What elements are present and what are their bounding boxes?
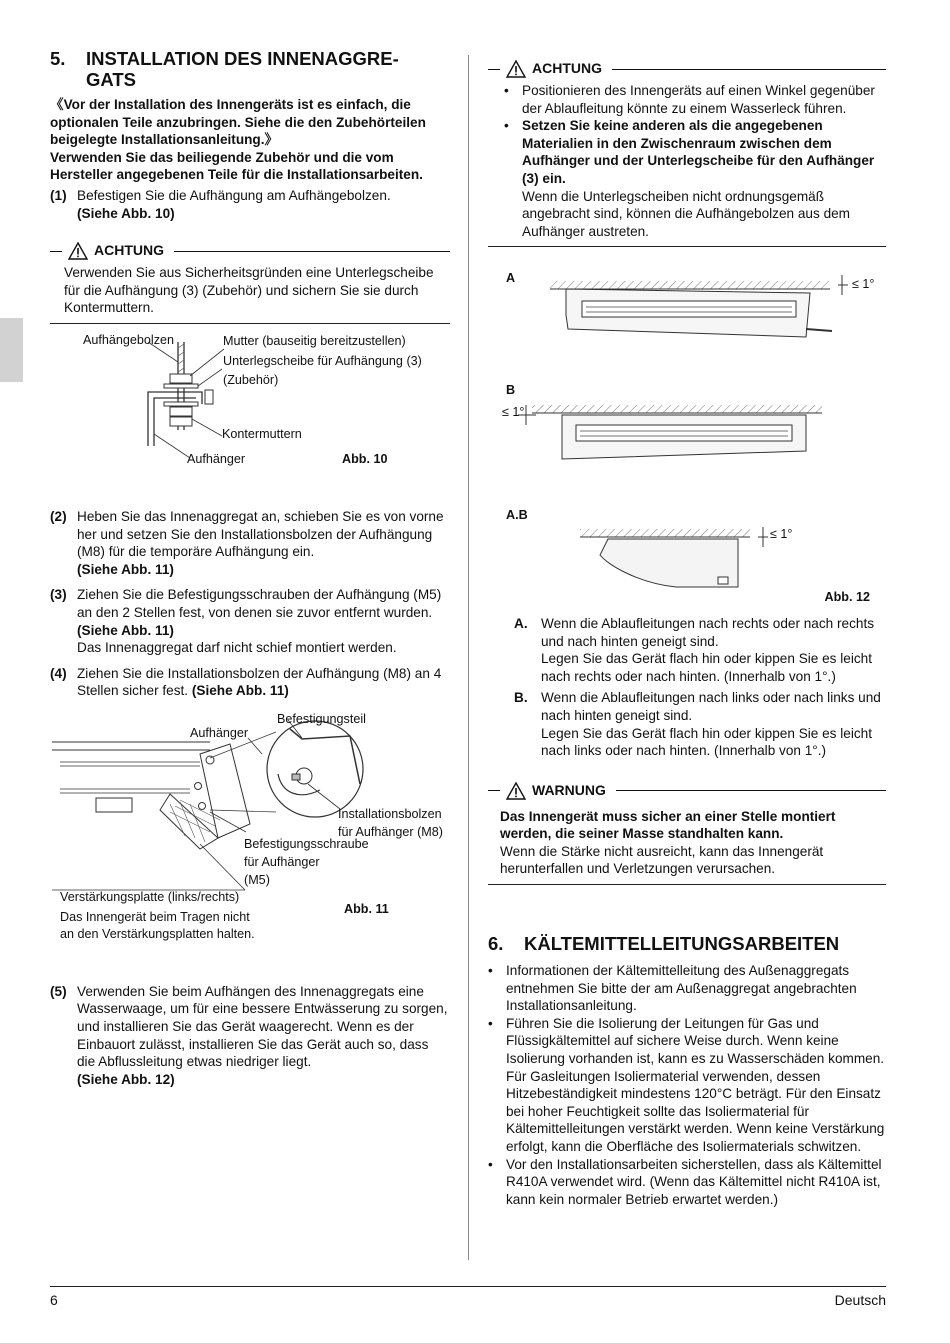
label-washer: Unterlegscheibe für Aufhängung (3): [223, 353, 422, 368]
fig12-angle-b: ≤ 1°: [502, 405, 525, 420]
caution-bullet-1: • Positionieren des Innengeräts auf einen Winkel gegenüber der Ablaufleitung könnte zu einem Wasserleck führen.: [504, 83, 875, 116]
step-4: (4) Ziehen Sie die Installationsbolzen der Aufhängung (M8) an 4 Stellen sicher fest. (Siehe Abb. 11): [50, 665, 442, 699]
section6-bullet-3: • Vor den Installationsarbeiten sicherstellen, dass als Kältemittel R410A verwendet wird. (Wenn das Kältemittel nicht R410A ist, kann kein normaler Betrieb erwartet werden.): [488, 1156, 882, 1207]
figure-10: [50, 334, 450, 494]
warning-text: Wenn die Stärke nicht ausreicht, kann das Innengerät herunterfallen und Verletzungen verursachen.: [500, 843, 824, 877]
label-carry-note: Das Innengerät beim Tragen nicht: [60, 909, 250, 924]
figure-10-caption: Abb. 10: [342, 451, 388, 466]
label-hanger-bolt: Aufhängebolzen: [83, 332, 175, 347]
label-accessory: (Zubehör): [223, 372, 279, 387]
section6-bullet-2: • Führen Sie die Isolierung der Leitungen für Gas und Flüssigkältemittel auf sichere Weise durch. Wenn keine Isolierung vorhanden ist, kann es zu Wasserschäden kommen. Für Gasleitungen Isoliermaterial verwenden, dessen Hitzebeständigkeit mindestens 120°C beträgt. Für den Einsatz bei hoher Feuchtigkeit sollte das Isoliermaterial für Kältemittelleitungen verstärkt werden. Wenn keine Verstärkung erfolgt, kann die Oberfläche des Isoliermaterials schwitzen.: [488, 1015, 885, 1154]
page-number: 6: [50, 1292, 58, 1308]
figure-12: [488, 265, 886, 595]
label-reinforcement-plate: Verstärkungsplatte (links/rechts): [60, 889, 240, 904]
left-column: [50, 48, 450, 1088]
figure-11: [50, 711, 450, 969]
caution-bullet-2: • Setzen Sie keine anderen als die angegebenen Materialien in den Zwischenraum zwischen dem Aufhänger und der Unterlegscheibe für den Aufhänger (3) ein. Wenn die Unterlegscheiben nicht ordnungsgemäß angebracht sind, können die Aufhängebolzen aus dem Aufhänger austreten.: [504, 118, 875, 239]
section-5-title: 5. INSTALLATION DES INNENAGGRE- GATS: [50, 48, 399, 90]
step-5: (5) Verwenden Sie beim Aufhängen des Innenaggregats eine Wasserwaage, um für eine bessere Entwässerung zu sorgen, und installieren Sie das Gerät waagerecht. Wenn es der Einbauort zulässt, installieren Sie das Gerät auch so, dass die Abflussleitung etwas niedriger liegt. (Siehe Abb. 12): [50, 983, 448, 1087]
footer-rule: [50, 1286, 886, 1287]
step-3: (3) Ziehen Sie die Befestigungsschrauben der Aufhängung (M5) an den 2 Stellen fest, von denen sie zuvor entfernt wurden. (Siehe Abb. 11) Das Innenaggregat darf nicht schief montiert werden.: [50, 587, 442, 656]
label-fixing-screw: Befestigungsschraube: [244, 836, 369, 851]
warning-box: WARNUNG Das Innengerät muss sicher an einer Stelle montiert werden, die seiner Masse standhalten kann. Wenn die Stärke nicht ausreicht, kann das Innengerät herunterfallen und Verletzungen verursachen.: [488, 780, 886, 885]
label-fixing-part: Befestigungsteil: [277, 711, 366, 726]
figure-12-caption: Abb. 12: [824, 590, 870, 605]
fig12-angle-a: ≤ 1°: [852, 277, 875, 292]
label-hanger-11: Aufhänger: [190, 725, 249, 740]
warning-triangle-icon: [506, 60, 526, 78]
fig12-label-b: B: [506, 383, 516, 398]
side-tab-marker: [0, 318, 23, 382]
caution-text: Verwenden Sie aus Sicherheitsgründen eine Unterlegscheibe für die Aufhängung (3) (Zubehör) und sichern Sie sie durch Kontermuttern.: [64, 265, 434, 316]
footer-language: Deutsch: [834, 1292, 886, 1308]
intro-optional-parts: 《Vor der Installation des Innengeräts ist es einfach, die optionalen Teile anzubringen. Siehe die den Zubehörteilen beigelegte Installationsanleitung.》: [50, 97, 426, 148]
section6-bullet-1: • Informationen der Kältemittelleitung des Außenaggregats entnehmen Sie bitte der am Außenaggregat angebrachten Installationsanleitung.: [488, 963, 857, 1014]
fig12-angle-ab: ≤ 1°: [770, 527, 793, 542]
level-diagram: [488, 265, 886, 595]
label-install-bolt: Installationsbolzen: [338, 806, 442, 821]
label-lock-nuts: Kontermuttern: [222, 426, 302, 441]
label-install-bolt-b: für Aufhänger (M8): [338, 824, 443, 839]
warning-bold-text: Das Innengerät muss sicher an einer Stelle montiert werden, die seiner Masse standhalten kann.: [500, 808, 836, 842]
label-hanger: Aufhänger: [187, 451, 246, 466]
caution-box-2: ACHTUNG • Positionieren des Innengeräts auf einen Winkel gegenüber der Ablaufleitung könnte zu einem Wasserleck führen. • Setzen Sie keine anderen als die angegebenen Materialien in den Zwischenraum zwischen dem Aufhänger und der Unterlegscheibe für den Aufhänger (3) ein. Wenn die Unterlegscheiben nicht ordnungsgemäß angebracht sind, können die Aufhängebolzen aus dem Aufhänger austreten.: [488, 58, 886, 247]
item-b: B. Wenn die Ablaufleitungen nach links oder nach links und nach hinten geneigt sind. Legen Sie das Gerät flach hin oder kippen Sie es leicht nach links oder nach hinten. (Innerhalb von 1°.): [514, 690, 881, 759]
warning-triangle-icon: [506, 782, 526, 800]
label-carry-note-b: an den Verstärkungsplatten halten.: [60, 926, 255, 941]
step-2: (2) Heben Sie das Innenaggregat an, schieben Sie es von vorne her und setzen Sie den Installationsbolzen der Aufhängung (M8) für die temporäre Aufhängung ein. (Siehe Abb. 11): [50, 508, 444, 577]
intro-accessories: Verwenden Sie das beiliegende Zubehör und die vom Hersteller angegebenen Teile für die Installationsarbeiten.: [50, 149, 423, 183]
section-6-title: 6. KÄLTEMITTELLEITUNGSARBEITEN: [488, 933, 840, 955]
fig12-label-ab: A.B: [506, 508, 528, 523]
warning-triangle-icon: [68, 242, 88, 260]
label-fixing-screw-c: (M5): [244, 872, 270, 887]
caution-heading: ACHTUNG: [94, 242, 164, 259]
fig12-label-a: A: [506, 271, 516, 286]
right-column: [488, 58, 886, 1208]
figure-11-caption: Abb. 11: [344, 901, 389, 916]
label-nut: Mutter (bauseitig bereitzustellen): [223, 333, 406, 348]
item-a: A. Wenn die Ablaufleitungen nach rechts oder nach rechts und nach hinten geneigt sind. Legen Sie das Gerät flach hin oder kippen Sie es leicht nach rechts oder nach hinten. (Innerhalb von 1°.): [514, 615, 875, 684]
column-divider: [468, 55, 469, 1260]
label-fixing-screw-b: für Aufhänger: [244, 854, 320, 869]
caution-box-1: [50, 240, 450, 324]
step-1: (1) Befestigen Sie die Aufhängung am Aufhängebolzen. (Siehe Abb. 10): [50, 187, 391, 221]
